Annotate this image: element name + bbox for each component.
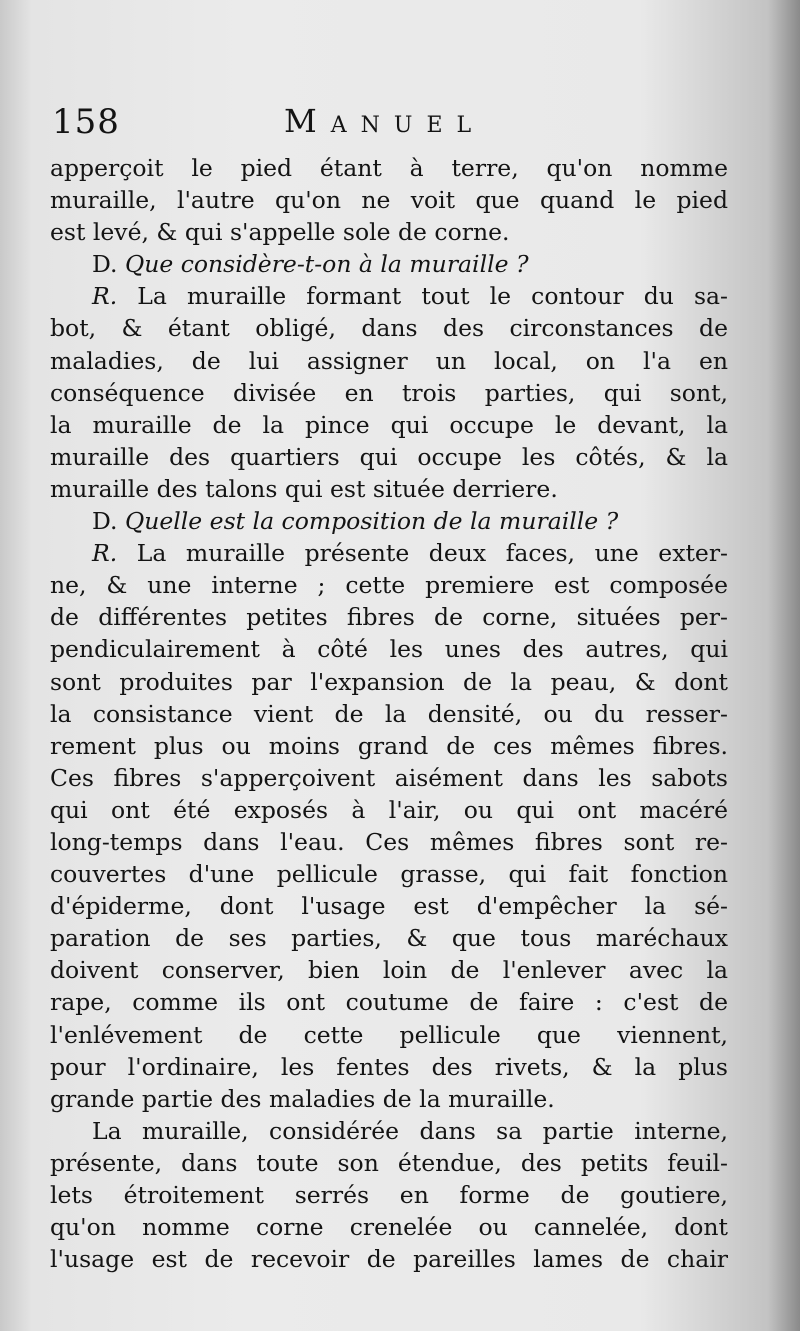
text-line: lets étroitement serrés en forme de goutiere, [50, 1181, 728, 1209]
question-text: Quelle est la composition de la muraille ? [124, 507, 619, 536]
text-line: Ces fibres s'apperçoivent aisément dans les sabots [50, 763, 728, 792]
text-line: couvertes d'une pellicule grasse, qui fait fonction [50, 860, 728, 889]
body-text [50, 152, 728, 1275]
text-line: qu'on nomme corne crenelée ou cannelée, dont [50, 1213, 728, 1242]
text-line: qui ont été exposés à l'air, ou qui ont macéré [50, 795, 728, 824]
text-line: conséquence divisée en trois parties, qui sont, [50, 378, 728, 407]
text-line: maladies, de lui assigner un local, on l'a en [50, 346, 728, 375]
page-header [52, 100, 540, 150]
text-line: apperçoit le pied étant à terre, qu'on nomme [50, 154, 728, 182]
text-line: la muraille de la pince qui occupe le devant, la [50, 410, 728, 439]
page-number: 158 [52, 102, 120, 142]
text-line: de différentes petites fibres de corne, situées per- [50, 603, 728, 632]
text-line: ne, & une interne ; cette premiere est composée [50, 571, 728, 600]
text-line: présente, dans toute son étendue, des petits feuil- [50, 1148, 728, 1177]
text-line: pendiculairement à côté les unes des autres, qui [50, 635, 728, 664]
text-line: R. La muraille présente deux faces, une exter- [92, 539, 728, 568]
text-line: rement plus ou moins grand de ces mêmes fibres. [50, 731, 728, 760]
question-label: D. [92, 507, 125, 536]
text-line: paration de ses parties, & que tous maréchaux [50, 924, 728, 953]
text-line: l'enlévement de cette pellicule que viennent, [50, 1020, 728, 1049]
text-line: pour l'ordinaire, les fentes des rivets, & la plus [50, 1052, 728, 1081]
text-line: doivent conserver, bien loin de l'enlever avec la [50, 956, 728, 985]
text-line: long-temps dans l'eau. Ces mêmes fibres sont re- [50, 827, 728, 856]
question-label: D. [92, 250, 125, 279]
question-line [50, 248, 728, 280]
text-line: bot, & étant obligé, dans des circonstances de [50, 314, 728, 343]
question-text: Que considère-t-on à la muraille ? [124, 250, 529, 279]
text-line: muraille, l'autre qu'on ne voit que quand le pied [50, 186, 728, 215]
text-line: est levé, & qui s'appelle sole de corne. [50, 218, 510, 247]
answer-label: R. [92, 282, 138, 311]
text-line: muraille des quartiers qui occupe les côtés, & la [50, 442, 728, 471]
text-line: R. La muraille formant tout le contour du sa- [92, 282, 728, 311]
text-line: d'épiderme, dont l'usage est d'empêcher la sé- [50, 892, 728, 921]
text-line: la consistance vient de la densité, ou du resser- [50, 699, 728, 728]
text-line: grande partie des maladies de la muraille. [50, 1084, 555, 1113]
text-line: muraille des talons qui est située derriere. [50, 474, 558, 503]
text-line: La muraille, considérée dans sa partie interne, [92, 1116, 728, 1145]
text-line: sont produites par l'expansion de la peau, & dont [50, 667, 728, 696]
answer-label: R. [92, 539, 137, 568]
text-line: rape, comme ils ont coutume de faire : c'est de [50, 988, 728, 1017]
question-line [50, 505, 728, 537]
running-title: Manuel [284, 102, 486, 140]
text-line: l'usage est de recevoir de pareilles lames de chair [50, 1245, 728, 1274]
